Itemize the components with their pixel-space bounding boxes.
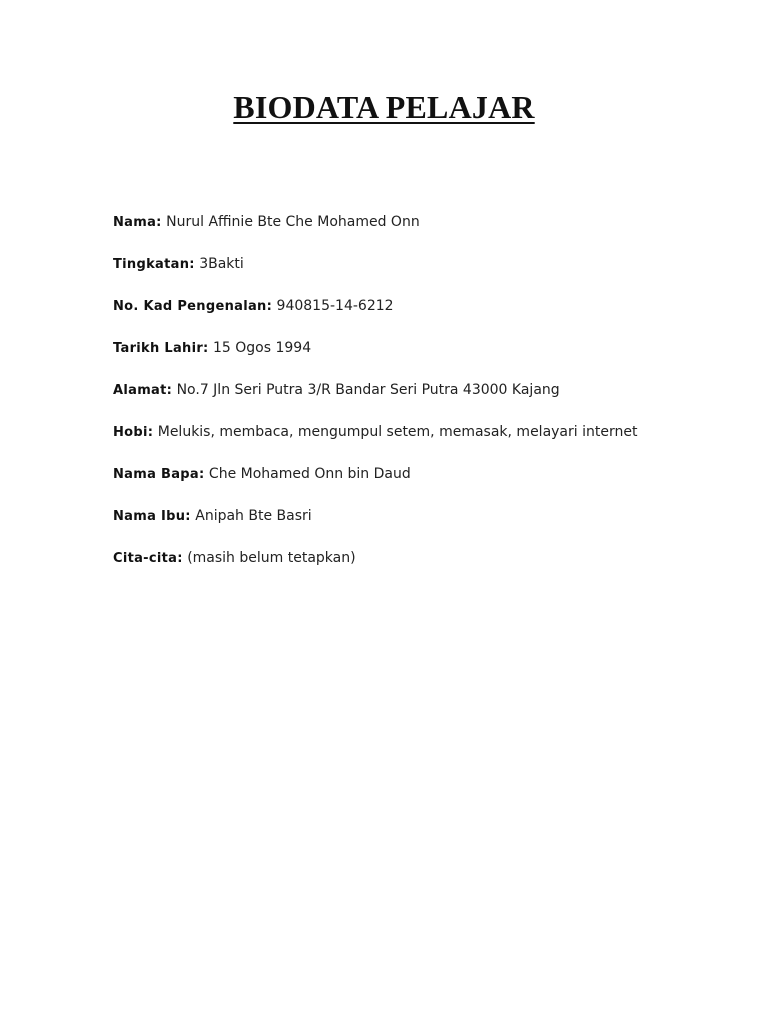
field-label: Alamat:: [113, 383, 173, 398]
field-label: Tarikh Lahir:: [113, 341, 209, 356]
field-value: 940815-14-6212: [276, 298, 394, 314]
field-label: Hobi:: [113, 425, 154, 440]
field-label: Nama Bapa:: [113, 467, 205, 482]
field-value: Anipah Bte Basri: [195, 508, 312, 524]
field-alamat: [113, 379, 733, 421]
field-hobi: [113, 421, 733, 463]
field-cita-cita: [113, 547, 733, 589]
field-value: No.7 Jln Seri Putra 3/R Bandar Seri Putra 43000 Kajang: [176, 382, 560, 398]
field-label: Tingkatan:: [113, 257, 195, 272]
field-tingkatan: [113, 253, 733, 295]
field-nama: [113, 211, 733, 253]
field-value: 3Bakti: [199, 256, 244, 272]
field-value: Che Mohamed Onn bin Daud: [208, 466, 411, 482]
field-nama-ibu: [113, 505, 733, 547]
field-nama-bapa: [113, 463, 733, 505]
page-title: BIODATA PELAJAR: [233, 89, 535, 125]
field-label: Cita-cita:: [113, 551, 183, 566]
field-tarikh-lahir: [113, 337, 733, 379]
field-value: 15 Ogos 1994: [213, 340, 312, 356]
field-label: No. Kad Pengenalan:: [113, 299, 273, 314]
field-value: Nurul Affinie Bte Che Mohamed Onn: [166, 214, 420, 230]
field-value: (masih belum tetapkan): [187, 550, 356, 566]
field-label: Nama Ibu:: [113, 509, 191, 524]
field-no-kad-pengenalan: [113, 295, 733, 337]
field-label: Nama:: [113, 215, 162, 230]
biodata-field-list: [113, 211, 733, 589]
field-value: Melukis, membaca, mengumpul setem, memasak, melayari internet: [157, 424, 638, 440]
